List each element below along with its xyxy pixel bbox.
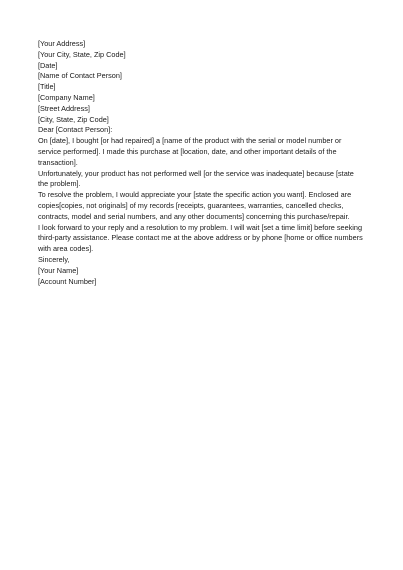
account-number: [Account Number] [38,276,97,286]
letter-date: [Date] [38,60,58,70]
closing: Sincerely, [38,254,70,264]
recipient-city-state-zip: [City, State, Zip Code] [38,114,109,124]
paragraph-follow-up: I look forward to your reply and a resolution to my problem. I will wait [set a time limit] before seeking third-party assistance. Please contact me at the above address or by phone [home or office numbers with area codes]. [38,222,363,254]
salutation: Dear [Contact Person]: [38,125,113,135]
signature-name: [Your Name] [38,265,79,275]
complaint-letter [38,39,363,287]
recipient-street: [Street Address] [38,103,90,113]
recipient-company: [Company Name] [38,92,95,102]
paragraph-resolution: To resolve the problem, I would appreciate your [state the specific action you want]. Enclosed are copies[copies, not originals] of my records [receipts, guarantees, warranties, cancelled checks, contracts, model and serial numbers, and any other documents] concerning this purchase/repair. [38,190,352,221]
sender-city-state-zip: [Your City, State, Zip Code] [38,49,126,59]
paragraph-purchase: On [date], I bought [or had repaired] a [name of the product with the serial or model number or service performed]. I made this purchase at [location, date, and other important details of the transaction]. [38,136,342,167]
sender-address: [Your Address] [38,39,86,48]
recipient-contact-name: [Name of Contact Person] [38,71,122,81]
recipient-title: [Title] [38,82,56,92]
paragraph-problem: Unfortunately, your product has not performed well [or the service was inadequate] because [state the problem]. [38,168,354,189]
